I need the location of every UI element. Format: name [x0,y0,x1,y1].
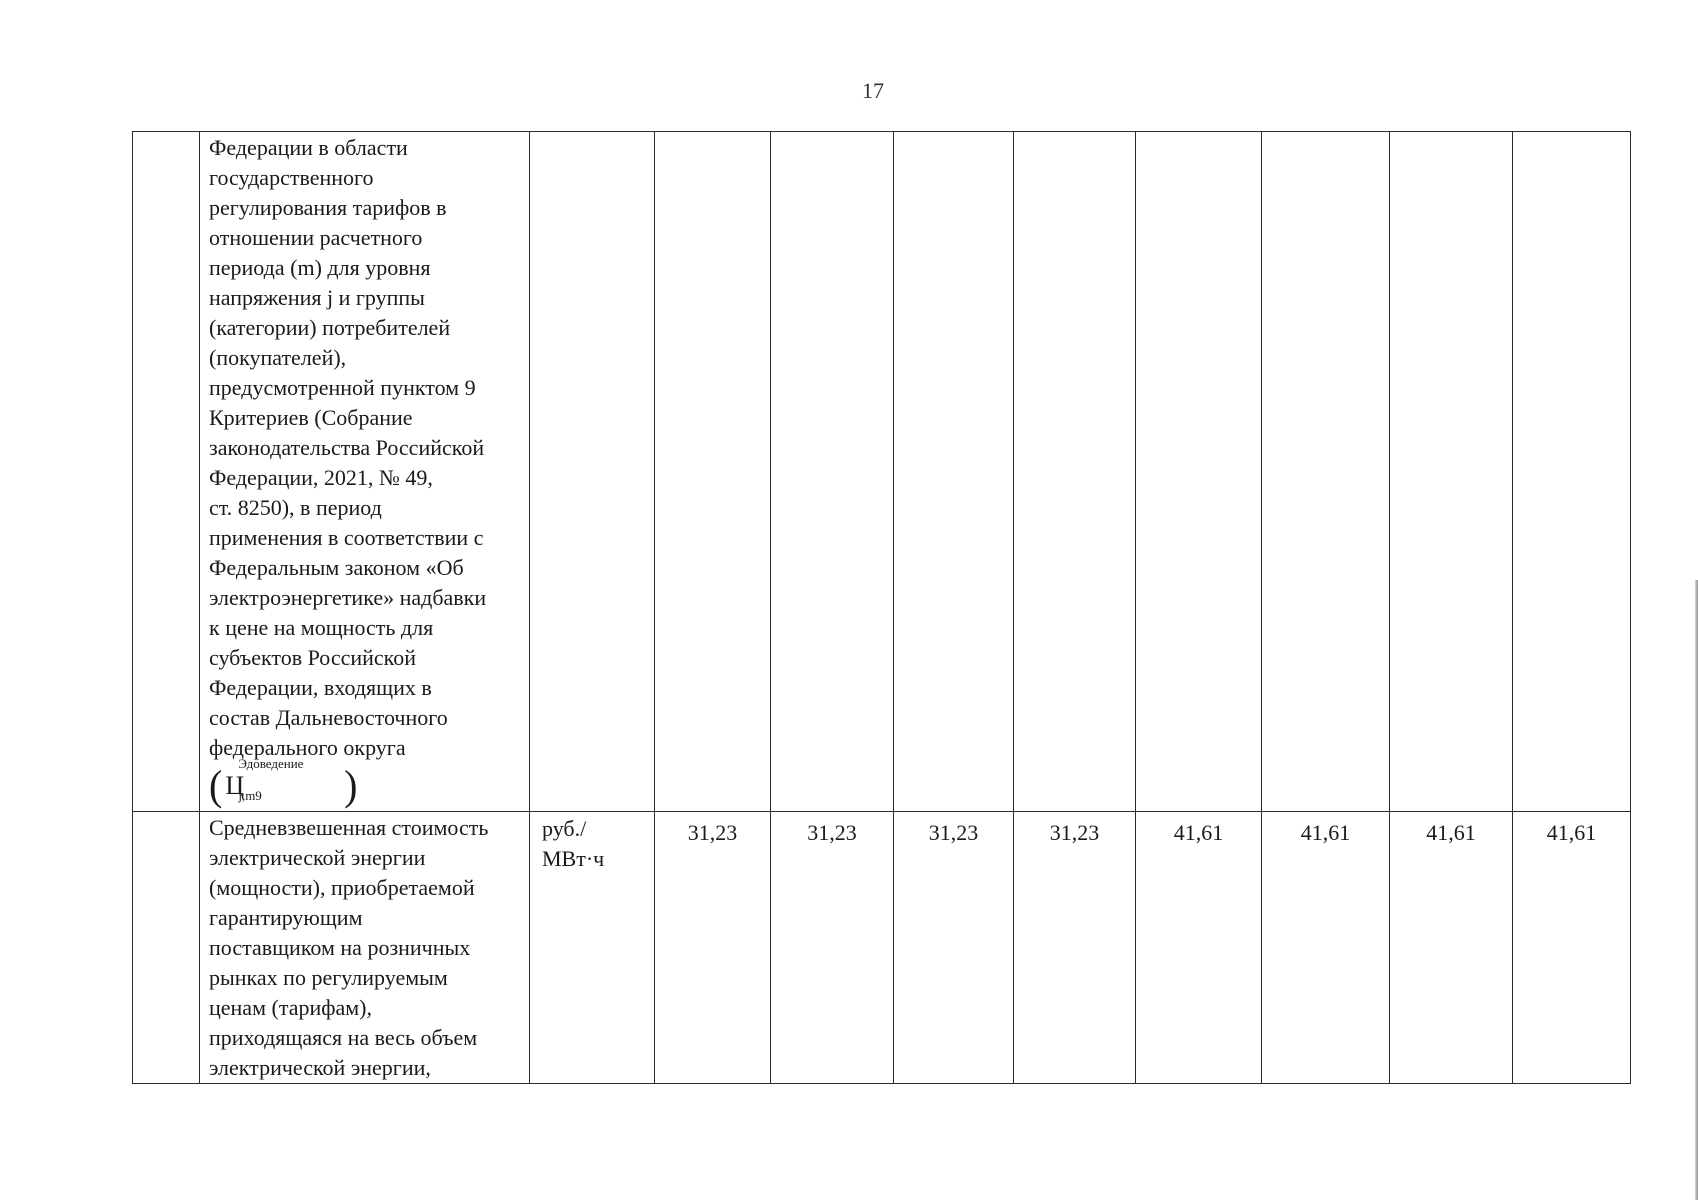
value-cell: 31,23 [655,812,771,1084]
description-line: поставщиком на розничных [209,935,471,960]
description-line: напряжения j и группы [209,285,425,310]
description-line: электроэнергетике» надбавки [209,585,487,610]
description-line: Федерации в области [209,135,408,160]
page-number: 17 [862,78,884,103]
value-cell [1014,132,1136,812]
value-cell: 31,23 [771,812,894,1084]
value-cell: 41,61 [1136,812,1262,1084]
value-cell [1390,132,1513,812]
table-row [133,132,1631,812]
description-line: предусмотренной пунктом 9 [209,375,476,400]
description-line: государственного [209,165,374,190]
value-cell: 41,61 [1262,812,1390,1084]
value-cell [1262,132,1390,812]
description-line: состав Дальневосточного [209,705,448,730]
formula-superscript: Эдоведение [238,756,304,771]
description-line: отношении расчетного [209,225,423,250]
row-number-cell [133,132,200,812]
description-line: рынках по регулируемым [209,965,448,990]
description-line: приходящаяся на весь объем [209,1025,478,1050]
tariff-table [132,131,1631,1084]
description-line: субъектов Российской [209,645,417,670]
description-line: применения в соответствии с [209,525,484,550]
value-cell: 41,61 [1390,812,1513,1084]
description-line: (категории) потребителей [209,315,451,340]
value-cell [894,132,1014,812]
description-line: (покупателей), [209,345,347,370]
value-cell [1136,132,1262,812]
description-line: Федерации, входящих в [209,675,432,700]
value-cell: 31,23 [894,812,1014,1084]
formula-symbol: Ц Эдоведение j,m9 [225,756,304,803]
value-cell [655,132,771,812]
value-cell [1513,132,1631,812]
description-line: электрической энергии [209,845,426,870]
row-number-cell [133,812,200,1084]
description-cell [200,132,530,812]
price-formula [209,756,358,810]
description-line: ценам (тарифам), [209,995,373,1020]
description-cell [200,812,530,1084]
description-line: Критериев (Собрание [209,405,413,430]
formula-close-paren: ) [344,761,358,810]
description-line: периода (m) для уровня [209,255,431,280]
description-line: Федеральным законом «Об [209,555,464,580]
description-line: к цене на мощность для [209,615,434,640]
value-cell: 31,23 [1014,812,1136,1084]
description-line: электрической энергии, [209,1055,431,1080]
description-line: гарантирующим [209,905,363,930]
description-line: Средневзвешенная стоимость [209,815,489,840]
description-line: федерального округа [209,735,406,760]
value-cell [771,132,894,812]
value-cell: 41,61 [1513,812,1631,1084]
description-line: ст. 8250), в период [209,495,382,520]
description-line: законодательства Российской [209,435,485,460]
unit-cell [530,132,655,812]
table-row [133,812,1631,1084]
description-line: (мощности), приобретаемой [209,875,475,900]
formula-open-paren: ( [209,761,223,810]
formula-subscript: j,m9 [238,788,262,803]
description-line: Федерации, 2021, № 49, [209,465,433,490]
unit-cell: руб./ МВт·ч [530,812,655,1084]
description-line: регулирования тарифов в [209,195,447,220]
